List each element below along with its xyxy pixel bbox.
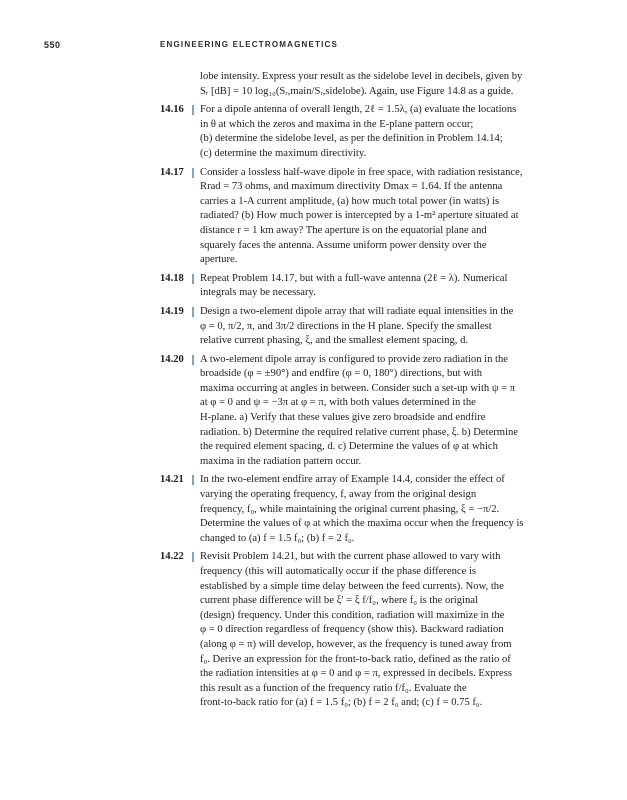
problem-number: 14.21 (160, 474, 184, 486)
continued-text (160, 70, 575, 99)
text-line: In the two-element endfire array of Example 14.4, consider the effect of (200, 474, 505, 486)
problem-number: 14.18 (160, 272, 184, 284)
problem-marker-bar (192, 475, 194, 485)
text-line: (design) frequency. Under this condition, radiation will maximize in the (200, 609, 505, 621)
text-line: this result as a function of the frequency ratio f/f₀. Evaluate the (200, 682, 467, 694)
problem-number: 14.22 (160, 551, 184, 563)
text-line: (along φ = π) will develop, however, as the frequency is tuned away from (200, 638, 512, 650)
text-line: aperture. (200, 254, 238, 266)
problem-item (160, 550, 575, 711)
problem-text (160, 272, 575, 301)
problem-item (160, 166, 575, 268)
problem-text (160, 103, 575, 161)
text-line: established by a simple time delay between the feed currents). Now, the (200, 580, 504, 592)
problem-marker-bar (192, 307, 194, 317)
text-line: front-to-back ratio for (a) f = 1.5 f₀; (b) f = 2 f₀ and; (c) f = 0.75 f₀. (200, 697, 483, 709)
problem-marker-bar (192, 355, 194, 365)
text-line: H-plane. a) Verify that these values give zero broadside and endfire (200, 412, 486, 424)
text-line: (c) determine the maximum directivity. (200, 147, 367, 159)
problem-item (160, 272, 575, 301)
text-line: at φ = 0 and ψ = −3π at φ = π, with both values determined in the (200, 397, 476, 409)
text-line: radiation. b) Determine the required relative current phase, ξ. b) Determine (200, 426, 518, 438)
problem-number: 14.16 (160, 104, 184, 116)
problem-item (160, 353, 575, 470)
problem-number: 14.20 (160, 353, 184, 365)
text-line: the radiation intensities at φ = 0 and φ = π, expressed in decibels. Express (200, 668, 512, 680)
text-line: A two-element dipole array is configured to provide zero radiation in the (200, 353, 508, 365)
page-header (0, 40, 627, 54)
problem-item (160, 103, 575, 161)
text-line: For a dipole antenna of overall length, 2ℓ = 1.5λ, (a) evaluate the locations (200, 104, 517, 116)
text-line: Sᵣ [dB] = 10 log₁₀(Sᵣ,main/Sᵣ,sidelobe). Again, use Figure 14.8 as a guide. (200, 85, 514, 97)
text-line: φ = 0, π/2, π, and 3π/2 directions in the H plane. Specify the smallest (200, 320, 492, 332)
problem-list (160, 70, 575, 715)
problem-marker-bar (192, 274, 194, 284)
text-line: Revisit Problem 14.21, but with the current phase allowed to vary with (200, 551, 501, 563)
problem-text (160, 550, 575, 711)
text-line: broadside (φ = ±90°) and endfire (φ = 0, 180°) directions, but with (200, 368, 483, 380)
text-line: current phase difference will be ξ′ = ξ f/f₀, where f₀ is the original (200, 595, 478, 607)
text-line: f₀. Derive an expression for the front-to-back ratio, defined as the ratio of (200, 653, 511, 665)
text-line: radiated? (b) How much power is intercepted by a 1-m² aperture situated at (200, 210, 519, 222)
text-line: maxima in the radiation pattern occur. (200, 455, 362, 467)
problem-item (160, 473, 575, 546)
text-line: relative current phasing, ξ, and the smallest element spacing, d. (200, 335, 469, 347)
text-line: (b) determine the sidelobe level, as per the definition in Problem 14.14; (200, 133, 503, 145)
text-line: frequency (this will automatically occur if the phase difference is (200, 566, 477, 577)
page-number: 550 (44, 40, 61, 50)
problem-marker-bar (192, 105, 194, 115)
problem-text (160, 166, 575, 268)
text-line: Repeat Problem 14.17, but with a full-wave antenna (2ℓ = λ). Numerical (200, 272, 508, 284)
problem-item (160, 305, 575, 349)
problem-text (160, 305, 575, 349)
problem-text (160, 353, 575, 470)
problem-text (160, 473, 575, 546)
text-line: Determine the values of φ at which the maxima occur when the frequency is (200, 518, 524, 530)
text-line: changed to (a) f = 1.5 f₀; (b) f = 2 f₀. (200, 532, 355, 544)
problem-number: 14.17 (160, 166, 184, 178)
text-line: Design a two-element dipole array that will radiate equal intensities in the (200, 305, 514, 317)
text-line: integrals may be necessary. (200, 287, 316, 299)
text-line: the required element spacing, d. c) Determine the values of φ at which (200, 441, 498, 453)
problem-number: 14.19 (160, 305, 184, 317)
problem-marker-bar (192, 552, 194, 562)
text-line: maxima occurring at angles in between. Consider such a set-up with ψ = π (200, 382, 516, 394)
text-line: in θ at which the zeros and maxima in the E-plane pattern occur; (200, 118, 474, 130)
text-line: varying the operating frequency, f, away from the original design (200, 489, 477, 501)
text-line: distance r = 1 km away? The aperture is on the equatorial plane and (200, 224, 487, 236)
text-line: lobe intensity. Express your result as the sidelobe level in decibels, given by (200, 71, 523, 82)
text-line: carries a 1-A current amplitude, (a) how much total power (in watts) is (200, 195, 500, 207)
running-title: ENGINEERING ELECTROMAGNETICS (160, 40, 339, 49)
problem-marker-bar (192, 168, 194, 178)
text-line: Consider a lossless half-wave dipole in free space, with radiation resistance, (200, 166, 523, 178)
text-line: squarely faces the antenna. Assume uniform power density over the (200, 239, 487, 251)
text-line: φ = 0 direction regardless of frequency (show this). Backward radiation (200, 624, 504, 636)
text-line: Rrad = 73 ohms, and maximum directivity Dmax = 1.64. If the antenna (200, 181, 503, 193)
text-line: frequency, f₀, while maintaining the original current phasing, ξ = −π/2. (200, 503, 500, 515)
